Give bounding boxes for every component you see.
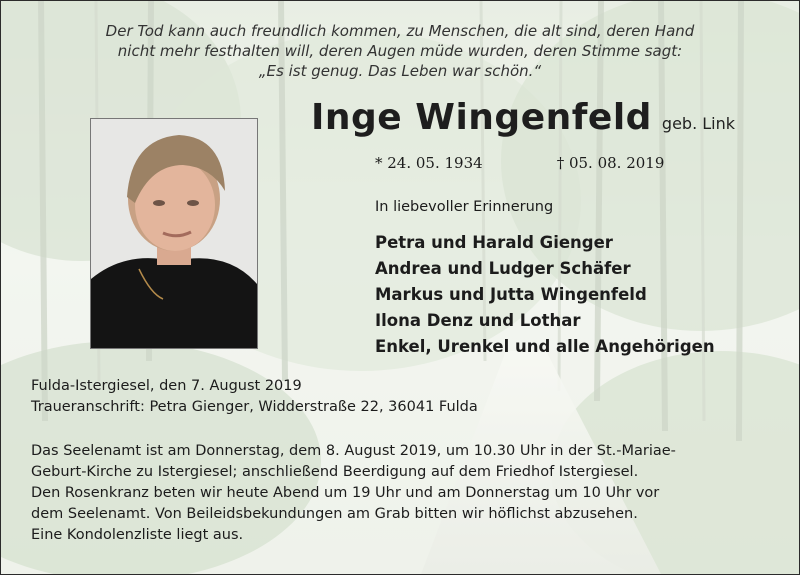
mourner-name: Petra und Harald Gienger [375, 233, 613, 252]
place-address-block [31, 376, 478, 418]
place-date: Fulda-Istergiesel, den 7. August 2019 [31, 378, 302, 394]
death-date: † 05. 08. 2019 [556, 154, 665, 172]
deceased-name-block [311, 97, 735, 138]
portrait-photo [90, 118, 258, 349]
detail-line: Eine Kondolenzliste liegt aus. [31, 527, 244, 543]
poem-line: nicht mehr festhalten will, deren Augen müde wurden, deren Stimme sagt: [117, 42, 683, 60]
detail-line: Das Seelenamt ist am Donnerstag, dem 8. August 2019, um 10.30 Uhr in der St.-Mariae- [31, 443, 676, 459]
deceased-name: Inge Wingenfeld [311, 97, 652, 138]
birth-name: geb. Link [661, 114, 736, 133]
mourner-name: Andrea und Ludger Schäfer [375, 259, 631, 278]
memory-line: In liebevoller Erinnerung [375, 199, 554, 215]
poem-line: „Es ist genug. Das Leben war schön.“ [258, 62, 542, 80]
poem [41, 21, 759, 81]
detail-line: Geburt-Kirche zu Istergiesel; anschließend Beerdigung auf dem Friedhof Istergiesel. [31, 464, 639, 480]
birth-date: * 24. 05. 1934 [375, 154, 483, 172]
portrait-illustration [91, 119, 257, 348]
detail-line: dem Seelenamt. Von Beileidsbekundungen am Grab bitten wir höflichst abzusehen. [31, 506, 638, 522]
mourner-name: Enkel, Urenkel und alle Angehörigen [375, 337, 715, 356]
life-dates [375, 154, 664, 172]
poem-line: Der Tod kann auch freundlich kommen, zu Menschen, die alt sind, deren Hand [105, 22, 695, 40]
mourner-name: Markus und Jutta Wingenfeld [375, 285, 647, 304]
service-details [31, 441, 676, 546]
detail-line: Den Rosenkranz beten wir heute Abend um 19 Uhr und am Donnerstag um 10 Uhr vor [31, 485, 660, 501]
mourner-name: Ilona Denz und Lothar [375, 311, 581, 330]
mourning-address: Traueranschrift: Petra Gienger, Widderstraße 22, 36041 Fulda [31, 399, 478, 415]
mourners-list [375, 230, 715, 360]
